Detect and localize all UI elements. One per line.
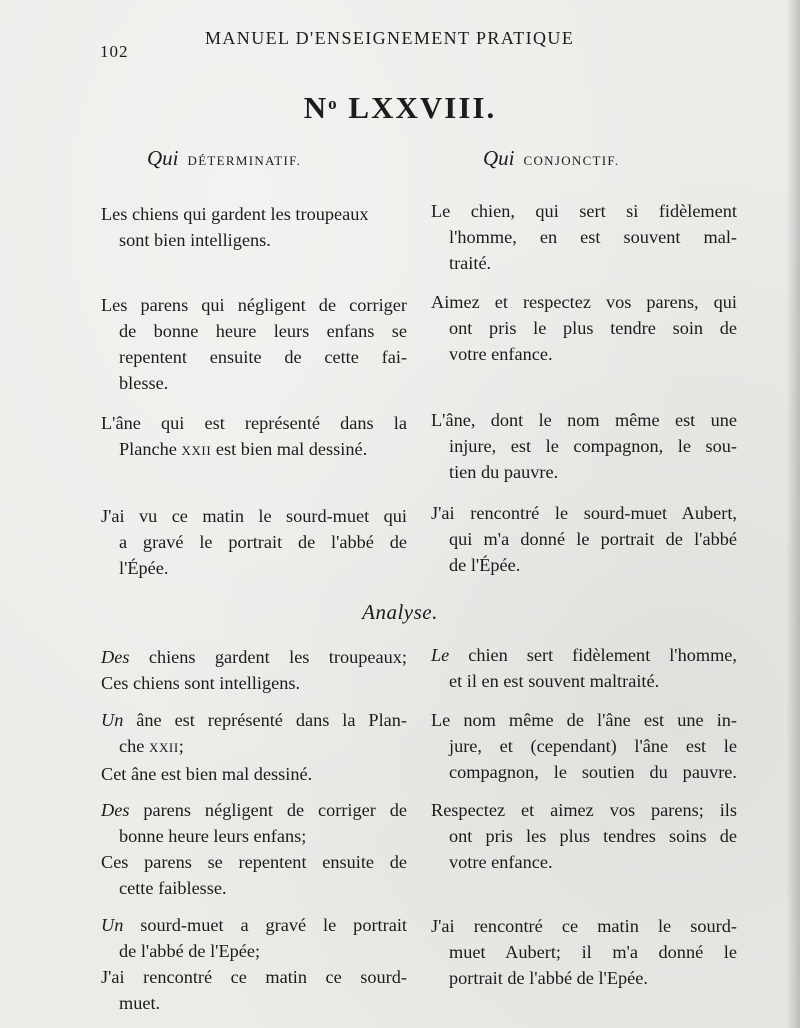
text-span: âne est représenté dans la Plan- — [123, 710, 407, 730]
italic-article: Un — [101, 915, 124, 935]
text-line: de l'Épée. — [449, 555, 521, 575]
text-line: J'ai rencontré ce matin ce sourd- — [101, 967, 407, 987]
text-line: Ces parens se repentent ensuite de — [101, 852, 407, 872]
analyse-2-conjonctif — [431, 707, 737, 785]
italic-article: Des — [101, 800, 130, 820]
column-heading-word: Qui — [147, 146, 179, 170]
text-line — [101, 797, 407, 823]
text-line: l'homme, en est souvent mal- — [449, 227, 737, 247]
analyse-3-determinatif — [101, 797, 407, 901]
text-line: Le nom même de l'âne est une in- — [431, 710, 737, 730]
text-line: Respectez et aimez vos parens; ils — [431, 800, 737, 820]
text-line: blesse. — [119, 373, 169, 393]
text-line: Les chiens qui gardent les troupeaux — [101, 204, 369, 224]
example-4-determinatif — [101, 503, 407, 581]
analyse-2-determinatif — [101, 707, 407, 787]
text-span: est bien mal dessiné. — [211, 439, 368, 459]
lesson-number — [0, 90, 800, 126]
text-line: Les parens qui négligent de corriger — [101, 295, 407, 315]
column-heading-label: DÉTERMINATIF. — [187, 153, 302, 168]
text-line: votre enfance. — [449, 852, 553, 872]
text-line — [101, 644, 407, 670]
column-heading-word: Qui — [483, 146, 515, 170]
text-span: che — [119, 736, 149, 756]
text-line: tien du pauvre. — [449, 462, 559, 482]
text-line: Ces chiens sont intelligens. — [101, 673, 301, 693]
text-span: chien sert fidèlement l'homme, — [449, 645, 737, 665]
text-line: L'âne qui est représenté dans la — [101, 413, 407, 433]
analyse-1-determinatif — [101, 644, 407, 696]
column-heading-conjonctif — [483, 146, 619, 171]
text-line: l'Épée. — [119, 558, 169, 578]
text-line: muet. — [119, 993, 161, 1013]
example-3-conjonctif — [431, 407, 737, 485]
analyse-3-conjonctif — [431, 797, 737, 875]
running-head: MANUEL D'ENSEIGNEMENT PRATIQUE — [205, 28, 575, 48]
text-line: repentent ensuite de cette fai- — [119, 347, 407, 367]
text-line: sont bien intelligens. — [119, 230, 271, 250]
page-gutter-shadow — [786, 0, 800, 1028]
text-line — [101, 733, 407, 761]
italic-article: Le — [431, 645, 450, 665]
example-2-conjonctif — [431, 289, 737, 367]
example-2-determinatif — [101, 292, 407, 396]
italic-article: Des — [101, 647, 130, 667]
text-line: et il en est souvent maltraité. — [449, 671, 660, 691]
example-3-determinatif — [101, 410, 407, 464]
text-line: de l'abbé de l'Epée; — [119, 941, 261, 961]
column-heading-label: CONJONCTIF. — [523, 153, 620, 168]
number-value: LXXVIII. — [348, 90, 497, 125]
text-line: ont pris les plus tendres soins de — [449, 826, 737, 846]
text-line — [101, 707, 407, 733]
text-span: parens négligent de corriger de — [129, 800, 407, 820]
text-line: jure, et (cependant) l'âne est le — [449, 736, 737, 756]
text-line — [101, 436, 407, 464]
text-line: Le chien, qui sert si fidèlement — [431, 201, 737, 221]
column-heading-determinatif — [147, 146, 301, 171]
text-line: J'ai rencontré ce matin le sourd- — [431, 916, 737, 936]
text-line: traité. — [449, 253, 492, 273]
number-prefix: N — [303, 90, 329, 125]
analyse-4-conjonctif — [431, 913, 737, 991]
text-line: compagnon, le soutien du pauvre. — [449, 762, 737, 782]
text-line: Aimez et respectez vos parens, qui — [431, 292, 737, 312]
text-span: chiens gardent les troupeaux; — [129, 647, 407, 667]
text-span: Planche — [119, 439, 182, 459]
italic-article: Un — [101, 710, 124, 730]
text-line: portrait de l'abbé de l'Epée. — [449, 968, 648, 988]
plate-number: XXII — [181, 443, 212, 458]
text-line: ont pris le plus tendre soin de — [449, 318, 737, 338]
number-superscript: o — [328, 94, 339, 113]
text-span: ; — [178, 736, 184, 756]
plate-number: XXII — [148, 740, 179, 755]
text-line: J'ai rencontré le sourd-muet Aubert, — [431, 503, 737, 523]
example-4-conjonctif — [431, 500, 737, 578]
text-span: sourd-muet a gravé le portrait — [123, 915, 407, 935]
analyse-4-determinatif — [101, 912, 407, 1016]
text-line — [101, 912, 407, 938]
text-line: J'ai vu ce matin le sourd-muet qui — [101, 506, 407, 526]
text-line — [431, 642, 737, 668]
text-line: votre enfance. — [449, 344, 553, 364]
text-line: muet Aubert; il m'a donné le — [449, 942, 737, 962]
example-1-conjonctif — [431, 198, 737, 276]
text-line: Cet âne est bien mal dessiné. — [101, 764, 313, 784]
text-line: L'âne, dont le nom même est une — [431, 410, 737, 430]
text-line: injure, est le compagnon, le sou- — [449, 436, 737, 456]
analyse-heading: Analyse. — [362, 600, 438, 624]
text-line: de bonne heure leurs enfans se — [119, 321, 407, 341]
text-line: cette faiblesse. — [119, 878, 227, 898]
page-number: 102 — [100, 42, 129, 61]
analyse-1-conjonctif — [431, 642, 737, 694]
text-line: a gravé le portrait de l'abbé de — [119, 532, 407, 552]
text-line: qui m'a donné le portrait de l'abbé — [449, 529, 737, 549]
text-line: bonne heure leurs enfans; — [119, 826, 307, 846]
example-1-determinatif — [101, 201, 407, 253]
